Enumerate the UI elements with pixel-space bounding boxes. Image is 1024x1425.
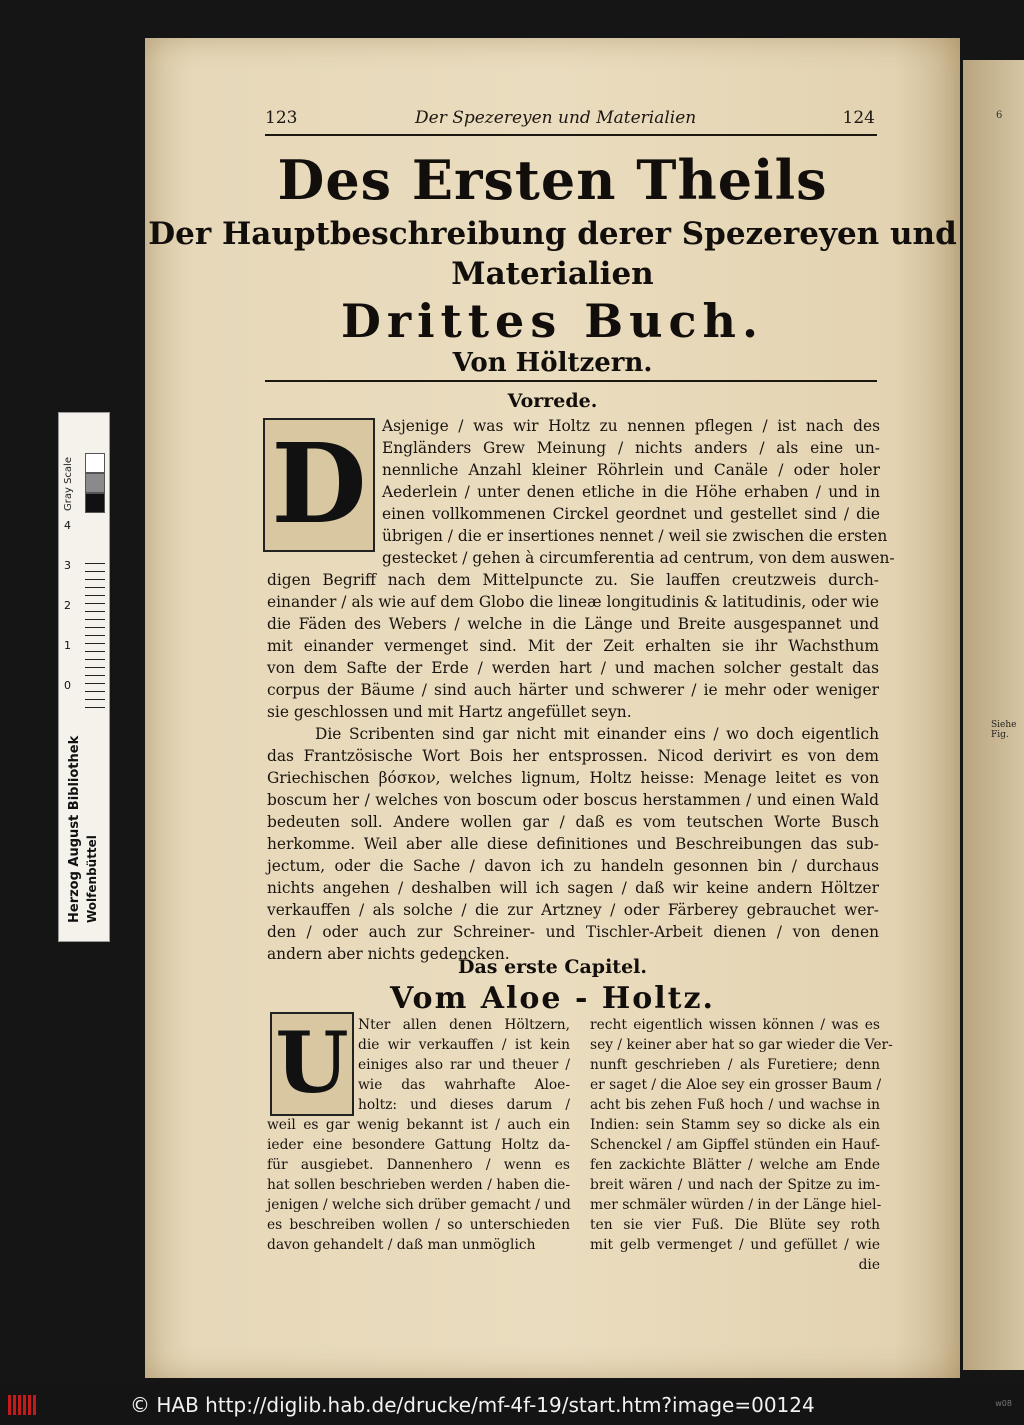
right-column-line: mer schmäler würden / in der Länge hiel- (590, 1197, 882, 1213)
gray-scale-ruler (58, 412, 110, 942)
page-number-left: 123 (265, 108, 298, 128)
left-column-line: wie das wahrhafte Aloe- (358, 1077, 570, 1093)
footer-bar (0, 1385, 1024, 1425)
right-column-line: fen zackichte Blätter / welche am Ende (590, 1157, 880, 1173)
header-rule (265, 134, 877, 136)
preface-line: nennliche Anzahl kleiner Röhrlein und Canäle / oder holer (382, 461, 880, 479)
left-column-line: für ausgiebet. Dannenhero / wenn es (267, 1157, 570, 1173)
left-column-line: es beschreiben wollen / so unterschieden (267, 1217, 570, 1233)
left-column-line: davon gehandelt / daß man unmöglich (267, 1237, 536, 1253)
preface-line: gestecket / gehen à circumferentia ad centrum, von dem auswen- (382, 549, 895, 567)
preface-line: digen Begriff nach dem Mittelpuncte zu. Sie lauffen creutzweis durch- (267, 571, 879, 589)
ruler-number: 1 (64, 639, 71, 652)
right-column-line: ten sie vier Fuß. Die Blüte sey roth (590, 1217, 880, 1233)
preface-line: das Frantzösische Wort Bois her entsprossen. Nicod derivirt es von dem (267, 747, 879, 765)
preface-dropcap: D (263, 418, 375, 552)
left-column-line: Nter allen denen Höltzern, (358, 1017, 570, 1033)
facing-page-edge (963, 60, 1024, 1370)
preface-line: verkauffen / als solche / die zur Artzney / oder Färberey gebrauchet wer- (267, 901, 879, 919)
chapter-title: Vom Aloe - Holtz. (390, 981, 715, 1016)
preface-line: Die Scribenten sind gar nicht mit einander eins / wo doch eigentlich (315, 725, 879, 743)
preface-line: herkomme. Weil aber alle diese definitiones und Beschreibungen das sub- (267, 835, 879, 853)
facing-page-side-note: Siehe Fig. (991, 720, 1017, 740)
right-column-line: recht eigentlich wissen können / was es (590, 1017, 880, 1033)
right-column-line: sey / keiner aber hat so gar wieder die Ver- (590, 1037, 893, 1053)
preface-line: von dem Safte der Erde / werden hart / und machen solcher gestalt das (267, 659, 879, 677)
left-column-line: weil es gar wenig bekannt ist / auch ein (267, 1117, 570, 1133)
running-header (265, 108, 875, 136)
preface-line: bedeuten soll. Andere wollen gar / daß es vom teutschen Worte Busch (267, 813, 879, 831)
preface-line: sie geschlossen und mit Hartz angefüllet seyn. (267, 703, 632, 721)
title-materials: Materialien (451, 256, 654, 292)
chapter-dropcap: U (270, 1012, 354, 1116)
left-column-line: jenigen / welche sich drüber gemacht / und (267, 1197, 571, 1213)
title-section: Von Höltzern. (452, 348, 653, 378)
left-column-line: ieder eine besondere Gattung Holtz da- (267, 1137, 570, 1153)
title-main: Der Hauptbeschreibung derer Spezereyen und (148, 216, 957, 252)
ruler-number: 2 (64, 599, 71, 612)
preface-line: die Fäden des Webers / welche in die Länge und Breite ausgespannet und (267, 615, 879, 633)
preface-line: Griechischen βόσκον, welches lignum, Holtz heisse: Menage leitet es von (267, 769, 879, 787)
right-column-line: er saget / die Aloe sey ein grosser Baum / (590, 1077, 882, 1093)
facing-page-mark: 6 (996, 110, 1003, 121)
gray-scale-label: Gray Scale (63, 457, 74, 511)
preface-line: nichts angehen / deshalben will ich sagen / daß wir keine andern Höltzer (267, 879, 879, 897)
ruler-number: 0 (64, 679, 71, 692)
ruler-number: 4 (64, 519, 71, 532)
preface-line: andern aber nichts gedencken. (267, 945, 510, 963)
title-part: Des Ersten Theils (277, 148, 828, 212)
left-column-line: die wir verkauffen / ist kein (358, 1037, 570, 1053)
hab-logo-icon (8, 1395, 38, 1415)
page-number-right: 124 (842, 108, 875, 128)
preface-line: den / oder auch zur Schreiner- und Tischler-Arbeit dienen / von denen (267, 923, 879, 941)
ruler-ticks (85, 563, 105, 713)
catchword: die (858, 1257, 880, 1273)
preface-line: boscum her / welches von boscum oder boscus herstammen / und einen Wald (267, 791, 879, 809)
left-column-line: einiges also rar und theuer / (358, 1057, 570, 1073)
library-city: Wolfenbüttel (85, 835, 99, 923)
left-column-line: holtz: und dieses darum / (358, 1097, 570, 1113)
left-column-line: hat sollen beschrieben werden / haben die- (267, 1177, 570, 1193)
preface-line: Aederlein / unter denen etliche in die Höhe erhaben / und in (382, 483, 880, 501)
section-rule (265, 380, 877, 382)
book-page (145, 38, 960, 1378)
ruler-number: 3 (64, 559, 71, 572)
preface-line: einen vollkommenen Circkel geordnet und gestellet sind / die (382, 505, 880, 523)
white-swatch (85, 453, 105, 473)
gray-swatch (85, 473, 105, 493)
right-column-line: acht bis zehen Fuß hoch / und wachse in (590, 1097, 880, 1113)
preface-heading: Vorrede. (507, 390, 598, 412)
preface-line: einander / als wie auf dem Globo die lineæ longitudinis & latitudinis, oder wie (267, 593, 879, 611)
library-name: Herzog August Bibliothek (67, 735, 82, 923)
preface-line: Asjenige / was wir Holtz zu nennen pflegen / ist nach des (382, 417, 880, 435)
preface-line: jectum, oder die Sache / davon ich zu handeln gesonnen bin / durchaus (267, 857, 879, 875)
preface-line: übrigen / die er insertiones nennet / weil sie zwischen die ersten (382, 527, 888, 545)
running-title: Der Spezereyen und Materialien (415, 108, 697, 128)
footer-tiny-text: w08 (995, 1399, 1012, 1408)
preface-line: Engländers Grew Meinung / nichts anders / als eine un- (382, 439, 880, 457)
ruler-body (59, 413, 109, 941)
preface-line: corpus der Bäume / sind auch härter und schwerer / ie mehr oder weniger (267, 681, 879, 699)
chapter-heading: Das erste Capitel. (457, 956, 647, 978)
right-column-line: Schenckel / am Gipffel stünden ein Hauf- (590, 1137, 880, 1153)
right-column-line: mit gelb vermenget / und gefüllet / wie (590, 1237, 880, 1253)
right-column-line: nunft geschrieben / als Furetiere; denn (590, 1057, 880, 1073)
right-column-line: Indien: sein Stamm sey so dicke als ein (590, 1117, 880, 1133)
black-swatch (85, 493, 105, 513)
right-column-line: breit wären / und nach der Spitze zu im- (590, 1177, 880, 1193)
title-book: Drittes Buch. (340, 294, 765, 348)
copyright-url[interactable]: © HAB http://diglib.hab.de/drucke/mf-4f-19/start.htm?image=00124 (130, 1393, 815, 1417)
preface-line: mit einander vermenget sind. Mit der Zeit erhalten sie ihr Wachsthum (267, 637, 879, 655)
